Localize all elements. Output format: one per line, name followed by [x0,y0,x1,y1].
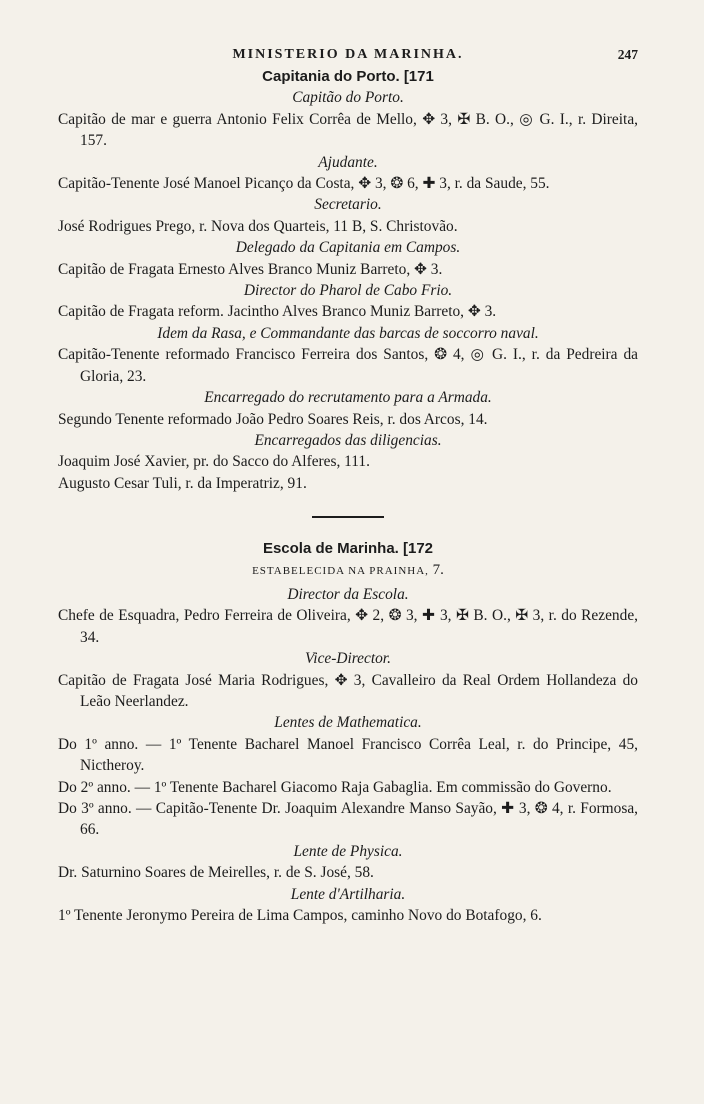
group-heading: Director da Escola. [287,585,409,603]
group-heading: Encarregado do recrutamento para a Armada. [204,389,492,407]
entry: 1º Tenente Jeronymo Pereira de Lima Campos, caminho Novo do Botafogo, 6. [58,907,542,925]
document-page [58,44,638,926]
group-heading: Ajudante. [318,153,378,171]
entry: Segundo Tenente reformado João Pedro Soares Reis, r. dos Arcos, 14. [58,410,488,428]
established-label: ESTABELECIDA NA PRAINHA, [252,564,429,577]
page-number: 247 [617,47,638,62]
entry: Do 1º anno. — 1º Tenente Bacharel Manoel Francisco Corrêa Leal, r. do Principe, 45, Nictheroy. [58,735,638,775]
group-heading: Director do Pharol de Cabo Frio. [243,282,453,300]
section-divider [312,516,384,518]
established-line [58,560,638,582]
entry: Dr. Saturnino Soares de Meirelles, r. de S. José, 58. [58,864,374,882]
running-title: MINISTERIO DA MARINHA. [232,47,464,62]
group-heading: Lente de Physica. [293,842,403,860]
group-heading: Lentes de Mathematica. [274,714,422,732]
group-heading: Idem da Rasa, e Commandante das barcas de soccorro naval. [157,324,539,342]
section-capitania [58,66,638,494]
entry: Capitão de Fragata reform. Jacintho Alves Branco Muniz Barreto, ✥ 3. [58,303,497,321]
entry: Capitão de mar e guerra Antonio Felix Corrêa de Mello, ✥ 3, ✠ B. O., ◎ G. I., r. Direita, 157. [58,110,638,150]
group-heading: Delegado da Capitania em Campos. [235,239,461,257]
section-title: Escola de Marinha. [172 [262,540,434,558]
entry: Capitão de Fragata José Maria Rodrigues, ✥ 3, Cavalleiro da Real Ordem Hollandeza do Leão Neerlandez. [58,671,638,710]
entry: Chefe de Esquadra, Pedro Ferreira de Oliveira, ✥ 2, ❂ 3, ✚ 3, ✠ B. O., ✠ 3, r. do Rezende, 34. [58,607,638,646]
section-title: Capitania do Porto. [171 [262,68,434,85]
group-heading: Capitão do Porto. [292,89,404,107]
group-heading: Secretario. [314,196,382,214]
entry: Do 3º anno. — Capitão-Tenente Dr. Joaquim Alexandre Manso Sayão, ✚ 3, ❂ 4, r. Formosa, 66. [58,800,638,839]
entry: Joaquim José Xavier, pr. do Sacco do Alferes, 111. [58,453,370,471]
running-head [58,44,638,66]
entry: Augusto Cesar Tuli, r. da Imperatriz, 91. [58,474,307,492]
entry: Capitão de Fragata Ernesto Alves Branco Muniz Barreto, ✥ 3. [58,260,443,278]
section-escola [58,538,638,926]
entry: Capitão-Tenente José Manoel Picanço da Costa, ✥ 3, ❂ 6, ✚ 3, r. da Saude, 55. [58,175,550,193]
group-heading: Encarregados das diligencias. [254,431,442,449]
established-number: 7. [432,561,444,578]
group-heading: Lente d'Artilharia. [290,885,406,903]
group-heading: Vice-Director. [305,650,391,668]
entry: José Rodrigues Prego, r. Nova dos Quarteis, 11 B, S. Christovão. [58,217,458,235]
entry: Do 2º anno. — 1º Tenente Bacharel Giacomo Raja Gabaglia. Em commissão do Governo. [58,778,612,796]
entry: Capitão-Tenente reformado Francisco Ferreira dos Santos, ❂ 4, ◎ G. I., r. da Pedreira da Gloria, 23. [58,346,638,385]
